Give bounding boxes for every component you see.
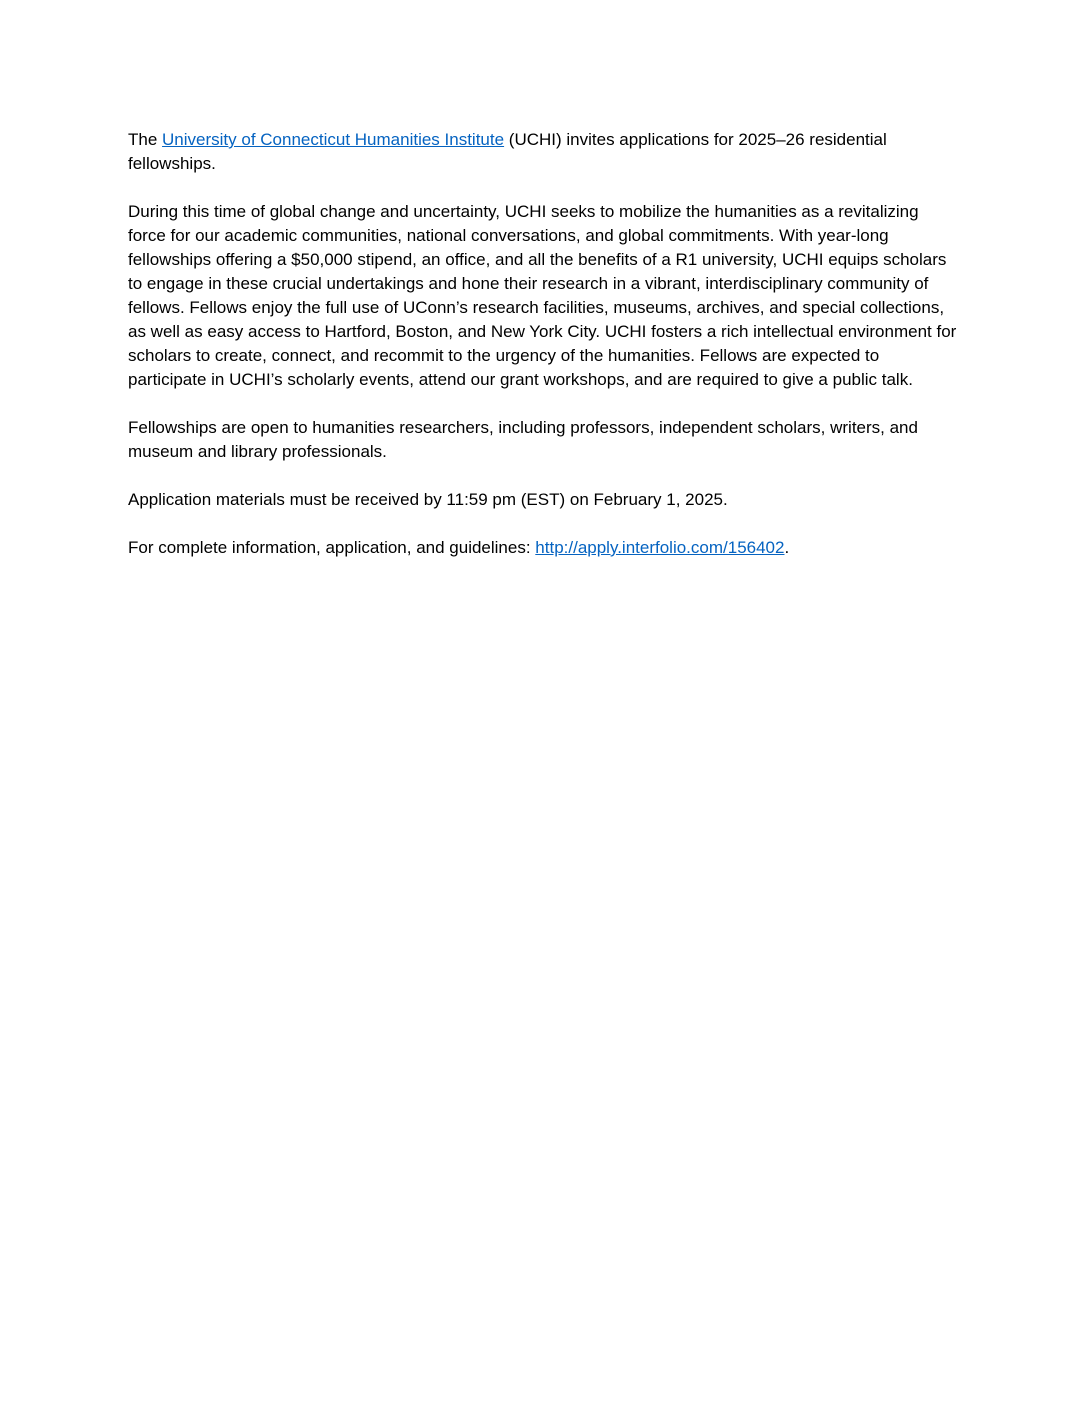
paragraph-intro	[128, 128, 958, 176]
document-body	[128, 128, 958, 560]
intro-text-before: The	[128, 130, 163, 149]
paragraph-guidelines	[128, 536, 958, 560]
guidelines-text-after: .	[784, 538, 790, 557]
intro-text-after: (UCHI) invites applications for 2025–26 residential fellowships.	[128, 130, 887, 173]
interfolio-application-link[interactable]: http://apply.interfolio.com/156402	[535, 538, 785, 557]
uchi-institute-link[interactable]: University of Connecticut Humanities Institute	[162, 130, 505, 149]
guidelines-text-before: For complete information, application, and guidelines:	[128, 538, 536, 557]
paragraph-description: During this time of global change and uncertainty, UCHI seeks to mobilize the humanities as a revitalizing force for our academic communities, national conversations, and global commitments. With year-long fellowships offering a $50,000 stipend, an office, and all the benefits of a R1 university, UCHI equips scholars to engage in these crucial undertakings and hone their research in a vibrant, interdisciplinary community of fellows. Fellows enjoy the full use of UConn’s research facilities, museums, archives, and special collections, as well as easy access to Hartford, Boston, and New York City. UCHI fosters a rich intellectual environment for scholars to create, connect, and recommit to the urgency of the humanities. Fellows are expected to participate in UCHI’s scholarly events, attend our grant workshops, and are required to give a public talk.	[128, 202, 957, 389]
paragraph-eligibility: Fellowships are open to humanities researchers, including professors, independent scholars, writers, and museum and library professionals.	[128, 418, 918, 461]
paragraph-deadline: Application materials must be received by 11:59 pm (EST) on February 1, 2025.	[128, 490, 728, 509]
